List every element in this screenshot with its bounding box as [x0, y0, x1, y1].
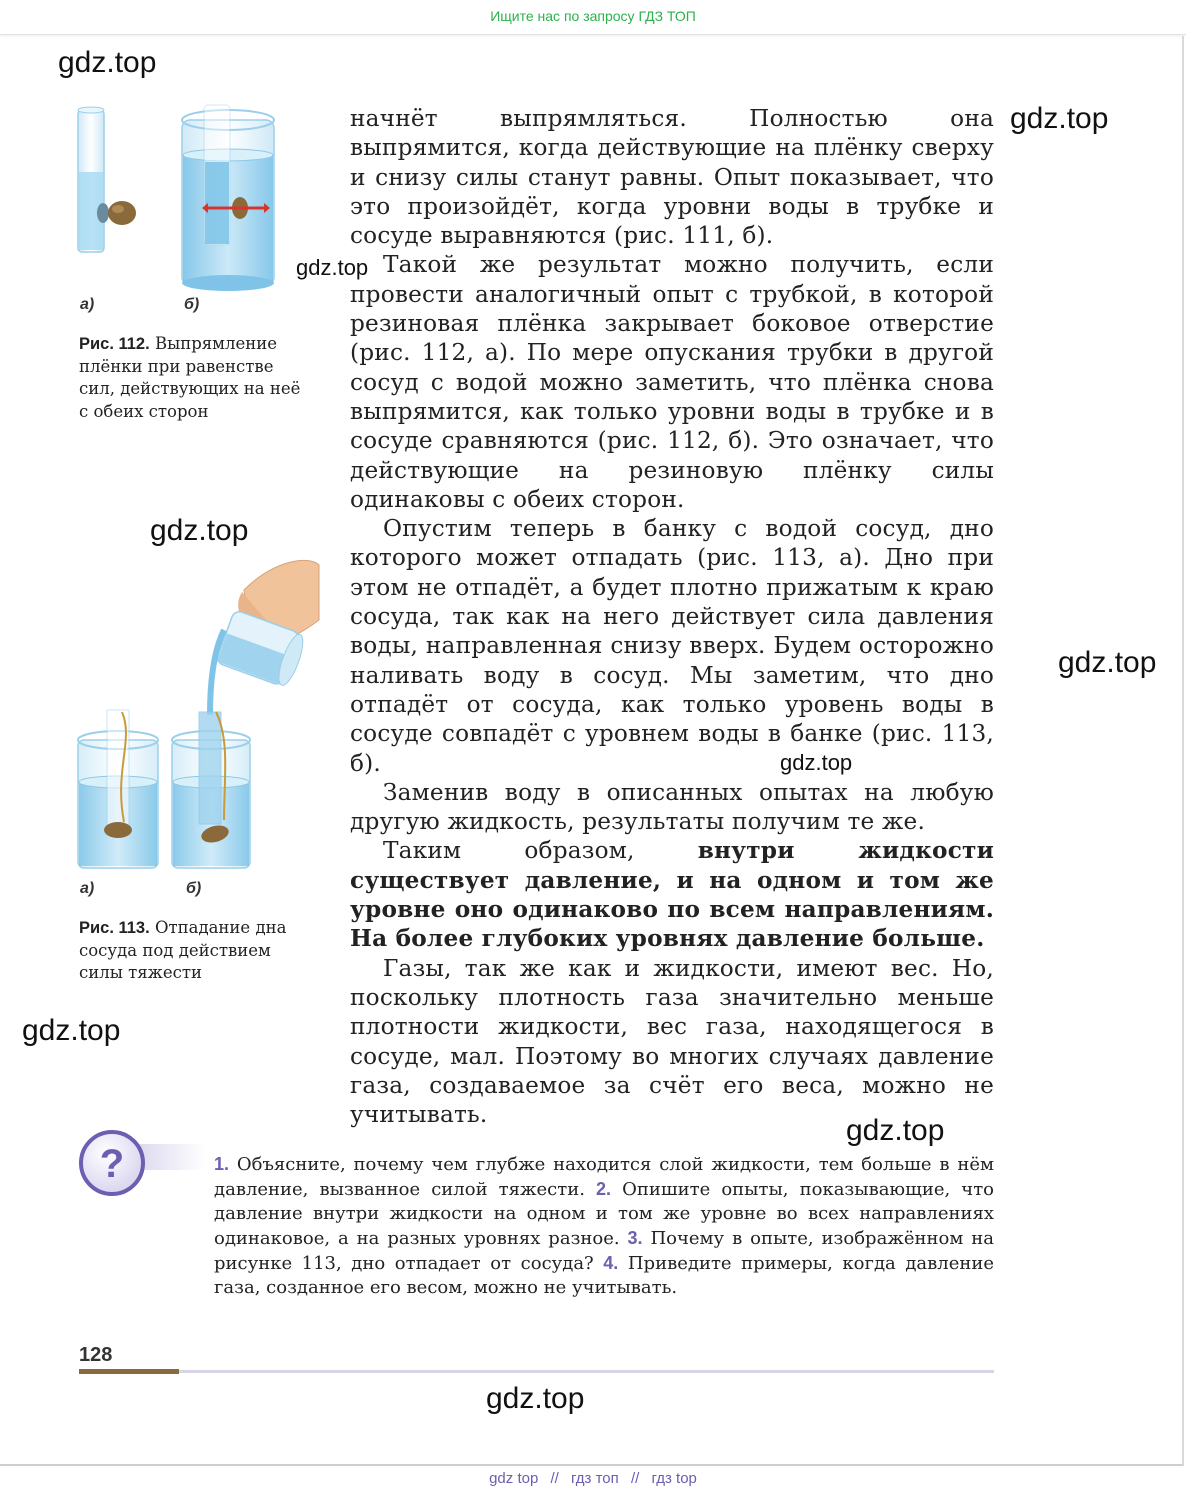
fig112-label-b: б) [184, 296, 200, 313]
fig112-label-a: а) [80, 296, 95, 313]
caption-label: Рис. 112. [79, 335, 150, 353]
footer-separator: // [630, 1470, 640, 1487]
watermark: gdz.top [780, 750, 853, 775]
caption-label: Рис. 113. [79, 919, 150, 937]
jar-b-icon [172, 712, 250, 868]
conclusion-paragraph [350, 836, 994, 953]
watermark: gdz.top [296, 255, 369, 280]
footer-separator: // [550, 1470, 559, 1487]
paragraph: Такой же результат можно получить, если провести аналогичный опыт с трубкой, в которой резиновая плёнка закрывает боковое отверстие (рис. 112, а). По мере опускания трубки в другой сосуд с водой можно заметить, что плёнка снова выпрямится, как только уровни воды в трубке и в сосуде сравняются (рис. 112, б). Это означает, что действующие на резиновую плёнку силы одинаковы с обеих сторон. [350, 251, 994, 513]
footer-link[interactable]: гдз top [651, 1470, 697, 1487]
fig113-label-a: а) [80, 880, 95, 897]
question-number: 4. [603, 1253, 619, 1273]
page-number: 128 [79, 1344, 113, 1366]
watermark: gdz.top [846, 1114, 945, 1147]
question-text: Почему в опыте, изображённом на рисунке 113, дно отпадает от сосуда? [214, 1228, 995, 1274]
footer-link[interactable]: гдз топ [571, 1470, 619, 1487]
caption-text: Выпрямление плёнки при равенстве сил, действующих на неё с обеих сторон [79, 334, 301, 421]
watermark: gdz.top [58, 46, 157, 79]
figure-112-illustration [70, 100, 290, 300]
svg-text:?: ? [99, 1142, 125, 1186]
footer-links [0, 1470, 1186, 1487]
questions-block [214, 1152, 994, 1300]
watermark: gdz.top [22, 1014, 121, 1047]
hand-pouring-icon [210, 560, 319, 715]
watermark: gdz.top [1058, 646, 1157, 679]
watermark: gdz.top [486, 1382, 585, 1415]
footer-link[interactable]: gdz top [489, 1470, 539, 1487]
vessel-b-icon [182, 105, 274, 291]
question-text: Приведите примеры, когда давление газа, созданное его весом, можно не учитывать. [214, 1253, 994, 1298]
figure-113-illustration [74, 550, 324, 880]
tube-a-icon [78, 107, 136, 252]
paragraph: Опустим теперь в банку с водой сосуд, дно которого может отпадать (рис. 113, а). Дно при этом не отпадёт, а будет плотно прижатым к краю сосуда, так как на него действует сила давления воды, направленная снизу вверх. Будем осторожно наливать воду в сосуд. Мы заметим, что дно отпадёт от сосуда, как только уровень воды в сосуде совпадёт с уровнем воды в банке (рис. 113, б). [350, 515, 994, 777]
paragraph: Заменив воду в описанных опытах на любую другую жидкость, результаты получим те же. [350, 778, 994, 836]
jar-a-icon [78, 710, 158, 868]
figure-112-caption [79, 333, 304, 423]
page-rule-accent [79, 1369, 179, 1374]
question-number: 2. [596, 1179, 612, 1199]
main-text [350, 104, 994, 1129]
paragraph: начнёт выпрямляться. Полностью она выпрямится, когда действующие на плёнку сверху и снизу силы станут равны. Опыт показывает, что это произойдёт, когда уровни воды в трубке и сосуде выравняются (рис. 111, б). [350, 105, 994, 250]
top-banner [0, 0, 1186, 35]
conclusion-bold: внутри жидкости существует давление, и на одном и том же уровне оно одинаково по всем направлениям. На более глубоких уровнях давление больше. [350, 837, 994, 953]
watermark: gdz.top [1010, 102, 1109, 135]
question-text: Опишите опыты, показывающие, что давление внутри жидкости на одном и том же уровне во всех направлениях одинаковое, а на разных уровнях разное. [214, 1179, 994, 1249]
watermark: gdz.top [150, 514, 249, 547]
question-number: 1. [214, 1154, 230, 1174]
banner-text[interactable]: Ищите нас по запросу ГДЗ ТОП [490, 8, 696, 24]
fig113-label-b: б) [186, 880, 202, 897]
figure-113-caption [79, 917, 309, 985]
paragraph: Газы, так же как и жидкости, имеют вес. Но, поскольку плотность газа значительно меньше плотности жидкости, вес газа, находящегося в сосуде, мал. Поэтому во многих случаях давление газа, создаваемое за счёт его веса, можно не учитывать. [350, 954, 994, 1129]
question-text: Объясните, почему чем глубже находится слой жидкости, тем больше в нём давление, вызванное силой тяжести. [214, 1154, 994, 1200]
question-number: 3. [627, 1228, 643, 1248]
question-icon [76, 1130, 206, 1196]
page-rule [179, 1370, 994, 1373]
conclusion-lead: Таким образом, [383, 837, 698, 865]
caption-text: Отпадание дна сосуда под действием силы тяжести [79, 918, 287, 982]
